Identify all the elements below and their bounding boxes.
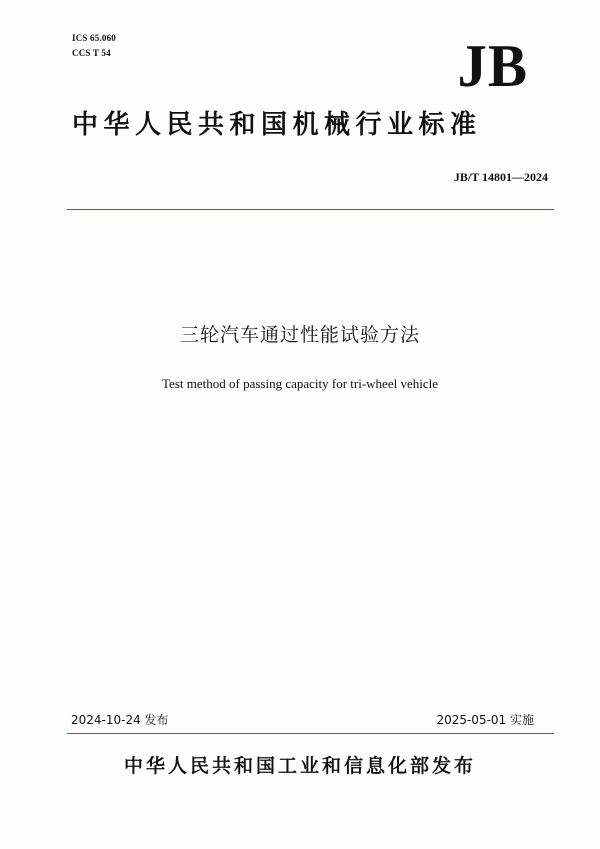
jb-logo: JB bbox=[457, 33, 528, 99]
implementation-date: 2025-05-01 实施 bbox=[436, 713, 534, 727]
ccs-code: CCS T 54 bbox=[72, 48, 111, 58]
top-divider bbox=[67, 209, 554, 210]
document-title-chinese: 三轮汽车通过性能试验方法 bbox=[179, 324, 420, 346]
bottom-divider bbox=[67, 733, 554, 734]
standard-number: JB/T 14801—2024 bbox=[453, 170, 548, 184]
ics-code: ICS 65.060 bbox=[72, 33, 117, 43]
industry-standard-title: 中华人民共和国机械行业标准 bbox=[72, 110, 482, 140]
issuing-authority: 中华人民共和国工业和信息化部发布 bbox=[123, 755, 476, 777]
issue-date: 2024-10-24 发布 bbox=[71, 713, 169, 727]
document-title-english: Test method of passing capacity for tri-wheel vehicle bbox=[162, 376, 438, 391]
